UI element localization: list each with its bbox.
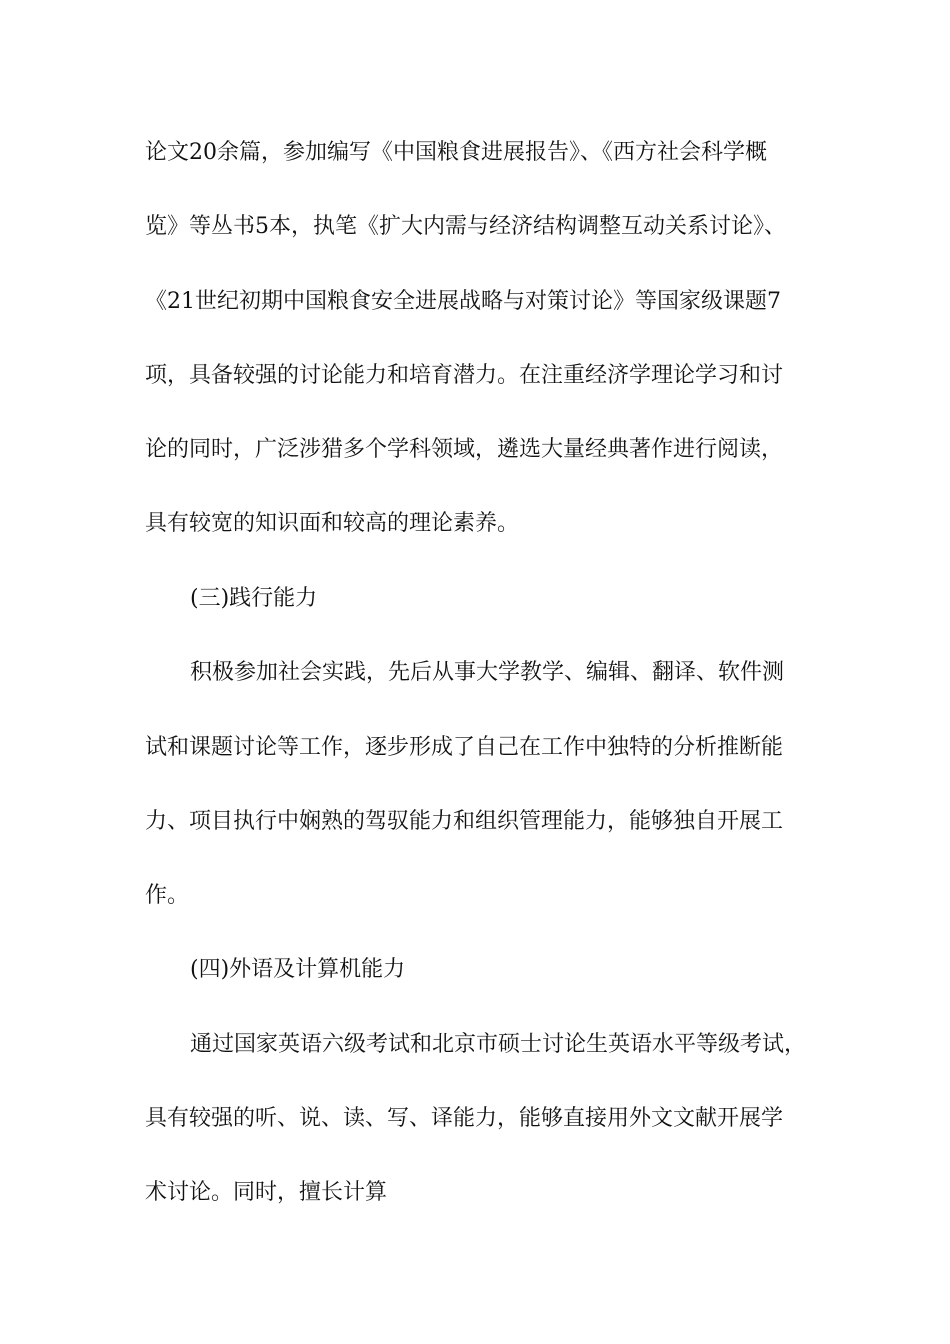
text-line: 论的同时，广泛涉猎多个学科领域，遴选大量经典著作进行阅读， [145,437,784,462]
text-line: 具有较宽的知识面和较高的理论素养。 [145,511,520,536]
text-line: 力、项目执行中娴熟的驾驭能力和组织管理能力，能够独自开展工 [145,809,784,834]
text-line: 《21世纪初期中国粮食安全进展战略与对策讨论》等国家级课题7 [145,289,781,314]
text-line: 试和课题讨论等工作，逐步形成了自己在工作中独特的分析推断能 [145,735,784,760]
text-line: 项，具备较强的讨论能力和培育潜力。在注重经济学理论学习和讨 [145,363,784,388]
section-heading: (四)外语及计算机能力 [190,957,406,982]
text-line: 作。 [145,883,190,908]
text-line: 术讨论。同时，擅长计算 [145,1180,388,1205]
text-line: 论文20余篇，参加编写《中国粮食进展报告》、《西方社会科学概 [145,140,767,165]
text-line: 具有较强的听、说、读、写、译能力，能够直接用外文文献开展学 [145,1106,784,1131]
section-heading: (三)践行能力 [190,586,318,611]
text-line: 览》等丛书5本，执笔《扩大内需与经济结构调整互动关系讨论》、 [145,214,786,239]
text-line: 通过国家英语六级考试和北京市硕士讨论生英语水平等级考试， [190,1032,807,1057]
text-line: 积极参加社会实践，先后从事大学教学、编辑、翻译、软件测 [190,660,785,685]
